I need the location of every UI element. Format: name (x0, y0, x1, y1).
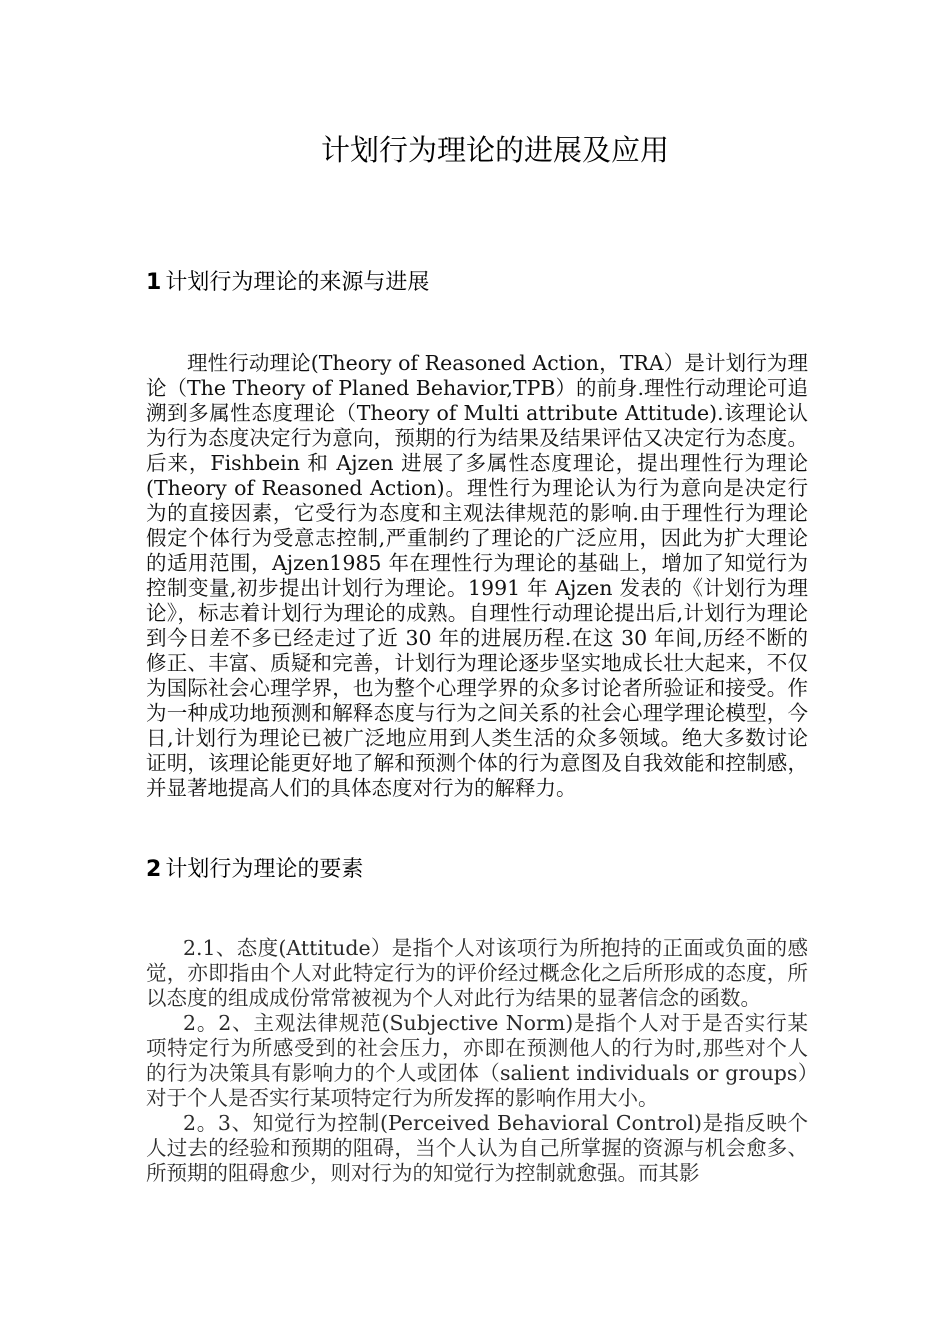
element-attitude-paragraph: 2.1、态度(Attitude）是指个人对该项行为所抱持的正面或负面的感觉，亦即指由个人对此特定行为的评价经过概念化之后所形成的态度，所以态度的组成成份常常被视为个人对此行为结果的显著信念的函数。 (146, 936, 808, 1010)
section-heading-1 (146, 268, 429, 298)
section-heading-2 (146, 855, 363, 885)
section-1-paragraph: 理性行动理论(Theory of Reasoned Action，TRA）是计划行为理论（The Theory of Planed Behavior,TPB）的前身.理性行动理论可追溯到多属性态度理论（Theory of Multi attribute Attitude).该理论认为行为态度决定行为意向，预期的行为结果及结果评估又决定行为态度。后来，Fishbein 和 Ajzen 进展了多属性态度理论，提出理性行为理论(Theory of Reasoned Action)。理性行为理论认为行为意向是决定行为的直接因素，它受行为态度和主观法律规范的影响.由于理性行为理论假定个体行为受意志控制,严重制约了理论的广泛应用，因此为扩大理论的适用范围，Ajzen1985 年在理性行为理论的基础上，增加了知觉行为控制变量,初步提出计划行为理论。1991 年 Ajzen 发表的《计划行为理论》，标志着计划行为理论的成熟。自理性行动理论提出后,计划行为理论到今日差不多已经走过了近 30 年的进展历程.在这 30 年间,历经不断的修正、丰富、质疑和完善，计划行为理论逐步坚实地成长壮大起来，不仅为国际社会心理学界，也为整个心理学界的众多讨论者所验证和接受。作为一种成功地预测和解释态度与行为之间关系的社会心理学理论模型，今日,计划行为理论已被广泛地应用到人类生活的众多领域。绝大多数讨论证明，该理论能更好地了解和预测个体的行为意图及自我效能和控制感，并显著地提高人们的具体态度对行为的解释力。 (146, 351, 808, 800)
section-heading-text: 计划行为理论的要素 (165, 857, 364, 882)
element-perceived-control-paragraph: 2。3、知觉行为控制(Perceived Behavioral Control)是指反映个人过去的经验和预期的阻碍，当个人认为自己所掌握的资源与机会愈多、所预期的阻碍愈少，则对行为的知觉行为控制就愈强。而其影 (146, 1111, 808, 1185)
element-subjective-norm-paragraph: 2。2、主观法律规范(Subjective Norm)是指个人对于是否实行某项特定行为所感受到的社会压力，亦即在预测他人的行为时,那些对个人的行为决策具有影响力的个人或团体（salient individuals or groups）对于个人是否实行某项特定行为所发挥的影响作用大小。 (146, 1011, 808, 1110)
document-title: 计划行为理论的进展及应用 (320, 133, 669, 167)
section-heading-text: 计划行为理论的来源与进展 (165, 270, 430, 295)
section-2-body (146, 936, 808, 1186)
section-number: 1 (146, 270, 162, 295)
section-number: 2 (146, 857, 162, 882)
